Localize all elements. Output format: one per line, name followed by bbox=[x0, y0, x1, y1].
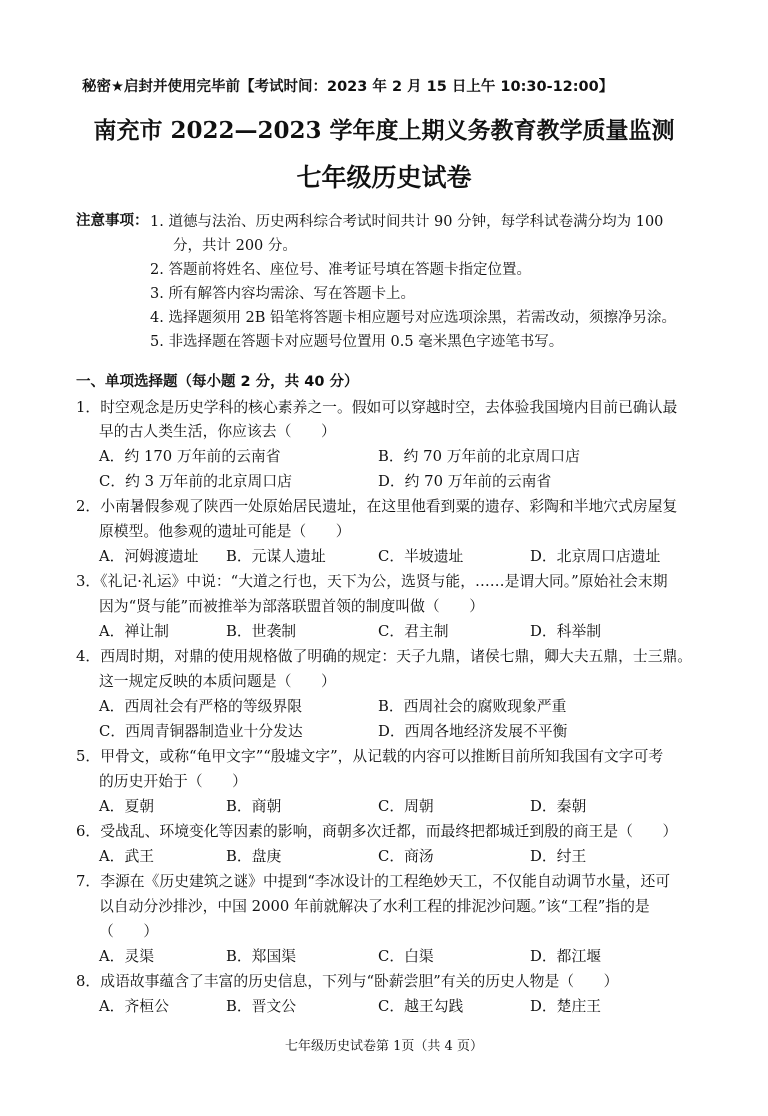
question-4-option-b: B．西周社会的腐败现象严重 bbox=[378, 698, 567, 715]
question-1-option-b: B．约 70 万年前的北京周口店 bbox=[378, 448, 580, 465]
notice-item: 1. 道德与法治、历史两科综合考试时间共计 90 分钟，每学科试卷满分均为 100 bbox=[150, 214, 664, 230]
page-footer: 七年级历史试卷第 1页（共 4 页） bbox=[285, 1039, 483, 1054]
question-2-option-c: C．半坡遗址 bbox=[378, 548, 464, 565]
question-4-option-c: C．西周青铜器制造业十分发达 bbox=[99, 723, 303, 740]
question-6-option-c: C．商汤 bbox=[378, 848, 434, 865]
question-2-option-b: B．元谋人遗址 bbox=[226, 548, 326, 565]
notice-label: 注意事项： bbox=[76, 213, 149, 229]
question-6-option-d: D．纣王 bbox=[530, 848, 587, 865]
question-6-option-a: A．武王 bbox=[99, 848, 155, 865]
question-7-line: （ ） bbox=[99, 923, 159, 940]
notice-item: 3. 所有解答内容均需涂、写在答题卡上。 bbox=[150, 286, 415, 302]
question-5-line: 5．甲骨文，或称“龟甲文字”“殷墟文字”，从记载的内容可以推断目前所知我国有文字可考 bbox=[76, 748, 664, 765]
question-8-option-c: C．越王勾践 bbox=[378, 998, 464, 1015]
question-6-option-b: B．盘庚 bbox=[226, 848, 282, 865]
question-1-option-d: D．约 70 万年前的云南省 bbox=[378, 473, 552, 490]
question-7-line: 以自动分沙排沙，中国 2000 年前就解决了水利工程的排泥沙问题。”该“工程”指的是 bbox=[99, 898, 650, 915]
question-7-option-a: A．灵渠 bbox=[99, 948, 155, 965]
question-1-option-c: C．约 3 万年前的北京周口店 bbox=[99, 473, 292, 490]
exam-title: 南充市 2022—2023 学年度上期义务教育教学质量监测 bbox=[93, 117, 675, 144]
section-title: 一、单项选择题（每小题 2 分，共 40 分） bbox=[76, 374, 359, 390]
question-8-option-b: B．晋文公 bbox=[226, 998, 297, 1015]
question-2-option-a: A．河姆渡遗址 bbox=[99, 548, 199, 565]
question-5-option-d: D．秦朝 bbox=[530, 798, 587, 815]
question-3-option-c: C．君主制 bbox=[378, 623, 449, 640]
question-2-option-d: D．北京周口店遗址 bbox=[530, 548, 661, 565]
question-5-line: 的历史开始于（ ） bbox=[99, 773, 247, 790]
question-4-line: 4．西周时期，对鼎的使用规格做了明确的规定：天子九鼎，诸侯七鼎，卿大夫五鼎，士三鼎。 bbox=[76, 648, 693, 665]
question-3-option-a: A．禅让制 bbox=[99, 623, 169, 640]
notice-item: 分，共计 200 分。 bbox=[173, 238, 297, 254]
question-2-line: 原模型。他参观的遗址可能是（ ） bbox=[99, 523, 351, 540]
question-7-line: 7．李源在《历史建筑之谜》中提到“李冰设计的工程绝妙天工，不仅能自动调节水量，还可 bbox=[76, 873, 671, 890]
question-4-option-a: A．西周社会有严格的等级界限 bbox=[99, 698, 303, 715]
notice-item: 4. 选择题须用 2B 铅笔将答题卡相应题号对应选项涂黑，若需改动，须擦净另涂。 bbox=[150, 310, 677, 326]
question-8-line: 8．成语故事蕴含了丰富的历史信息，下列与“卧薪尝胆”有关的历史人物是（ ） bbox=[76, 973, 619, 990]
question-5-option-c: C．周朝 bbox=[378, 798, 434, 815]
notice-item: 2. 答题前将姓名、座位号、准考证号填在答题卡指定位置。 bbox=[150, 262, 531, 278]
notice-item: 5. 非选择题在答题卡对应题号位置用 0.5 毫米黑色字迹笔书写。 bbox=[150, 334, 564, 350]
question-3-line: 因为“贤与能”而被推举为部落联盟首领的制度叫做（ ） bbox=[99, 598, 485, 615]
question-4-option-d: D．西周各地经济发展不平衡 bbox=[378, 723, 568, 740]
question-8-option-a: A．齐桓公 bbox=[99, 998, 169, 1015]
question-5-option-b: B．商朝 bbox=[226, 798, 282, 815]
question-7-option-b: B．郑国渠 bbox=[226, 948, 297, 965]
exam-subtitle: 七年级历史试卷 bbox=[296, 163, 472, 192]
question-8-option-d: D．楚庄王 bbox=[530, 998, 602, 1015]
question-7-option-c: C．白渠 bbox=[378, 948, 434, 965]
confidential-notice: 秘密★启封并使用完毕前【考试时间：2023 年 2 月 15 日上午 10:30-12:00】 bbox=[82, 79, 614, 95]
question-3-option-d: D．科举制 bbox=[530, 623, 602, 640]
question-2-line: 2．小南暑假参观了陕西一处原始居民遗址，在这里他看到粟的遗存、彩陶和半地穴式房屋复 bbox=[76, 498, 678, 515]
question-1-line: 1．时空观念是历史学科的核心素养之一。假如可以穿越时空，去体验我国境内目前已确认最 bbox=[76, 399, 678, 416]
question-1-line: 早的古人类生活，你应该去（ ） bbox=[99, 423, 336, 440]
question-4-line: 这一规定反映的本质问题是（ ） bbox=[99, 673, 336, 690]
question-7-option-d: D．都江堰 bbox=[530, 948, 602, 965]
question-1-option-a: A．约 170 万年前的云南省 bbox=[99, 448, 281, 465]
question-3-option-b: B．世袭制 bbox=[226, 623, 297, 640]
question-6-line: 6．受战乱、环境变化等因素的影响，商朝多次迁都，而最终把都城迁到殷的商王是（ ） bbox=[76, 823, 678, 840]
question-5-option-a: A．夏朝 bbox=[99, 798, 155, 815]
question-3-line: 3．《礼记·礼运》中说：“大道之行也，天下为公，选贤与能，……是谓大同。”原始社会末期 bbox=[76, 573, 668, 590]
